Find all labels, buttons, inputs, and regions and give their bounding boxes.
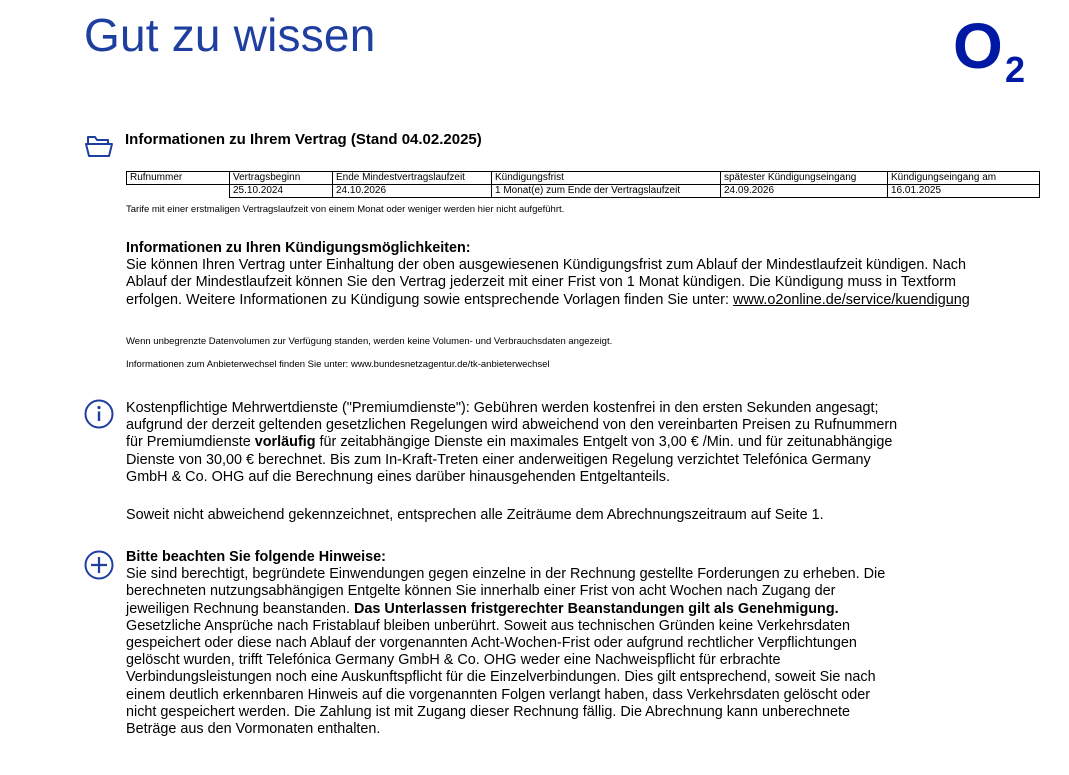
- cancellation-text-line: erfolgen. Weitere Informationen zu Kündigung sowie entsprechende Vorlagen finden Sie unter:: [126, 291, 733, 308]
- cancellation-link[interactable]: www.o2online.de/service/kuendigung: [732, 291, 970, 308]
- period-note: Soweit nicht abweichend gekennzeichnet, entsprechen alle Zeiträume dem Abrechnungszeitraum auf Seite 1.: [126, 507, 824, 523]
- hints-text-line: Beträge aus den Vormonaten enthalten.: [126, 721, 381, 738]
- premium-text-line: aufgrund der derzeit geltenden gesetzlichen Regelungen wird abweichend von den vereinbarten Preisen zu Rufnummern: [126, 417, 898, 434]
- folder-icon: [83, 133, 117, 159]
- hints-text-line: Sie sind berechtigt, begründete Einwendungen gegen einzelne in der Rechnung gestellte Forderungen zu erheben. Die: [126, 566, 886, 583]
- table-header: Ende Mindestvertragslaufzeit: [333, 172, 492, 185]
- table-cell: 1 Monat(e) zum Ende der Vertragslaufzeit: [492, 185, 721, 198]
- plus-circle-icon: [83, 549, 115, 581]
- table-header: Rufnummer: [127, 172, 230, 185]
- table-header: spätester Kündigungseingang: [721, 172, 888, 185]
- hints-text-line: gelöscht wurden, trifft Telefónica Germany GmbH & Co. OHG weder eine Nachweispflicht für erbrachte: [126, 652, 781, 669]
- hints-text-line: berechneten nutzungsabhängigen Entgelte können Sie innerhalb einer Frist von acht Wochen nach Zugang der: [126, 583, 836, 600]
- table-cell: 24.09.2026: [721, 185, 888, 198]
- contract-table: [126, 171, 1040, 198]
- page-title: Gut zu wissen: [84, 9, 376, 61]
- premium-text-line: GmbH & Co. OHG auf die Berechnung eines darüber hinausgehenden Entgeltanteils.: [126, 468, 670, 485]
- table-row: [127, 185, 1040, 198]
- cancellation-section: [126, 240, 970, 309]
- table-cell: 24.10.2026: [333, 185, 492, 198]
- provider-switch-note: Informationen zum Anbieterwechsel finden Sie unter: www.bundesnetzagentur.de/tk-anbieterwechsel: [126, 359, 550, 370]
- contract-footnote: Tarife mit einer erstmaligen Vertragslaufzeit von einem Monat oder weniger werden hier nicht aufgeführt.: [126, 204, 565, 215]
- cancellation-text-line: Ablauf der Mindestlaufzeit können Sie den Vertrag jederzeit mit einer Frist von 1 Monat kündigen. Die Kündigung muss in Textform: [126, 274, 957, 291]
- hints-text-line: gespeichert oder diese nach Ablauf der vorgenannten Acht-Wochen-Frist oder aufgrund rechtlicher Verpflichtungen: [126, 635, 857, 652]
- premium-text-line: Dienste von 30,00 € berechnet. Bis zum In-Kraft-Treten einer anderweitigen Regelung verzichtet Telefónica Germany: [126, 451, 871, 468]
- hints-text-line: Gesetzliche Ansprüche nach Fristablauf bleiben unberührt. Soweit aus technischen Gründen keine Verkehrsdaten: [126, 617, 850, 634]
- table-header-row: [127, 172, 1040, 185]
- premium-services-section: Kostenpflichtige Mehrwertdienste ("Premiumdienste"): Gebühren werden kostenfrei in den ersten Sekunden angesagt; aufgrund der derzeit geltenden gesetzlichen Regelungen wird abweichend von den vereinbarten Preisen zu Rufnummern für Premiumdienste vorläufig für zeitabhängige Dienste ein maximales Entgelt von 3,00 € /Min. und für zeitunabhängige Dienste von 30,00 € berechnet. Bis zum In-Kraft-Treten einer anderweitigen Regelung verzichtet Telefónica Germany GmbH & Co. OHG auf die Berechnung eines darüber hinausgehenden Entgeltanteils.: [126, 400, 898, 485]
- table-header: Kündigungseingang am: [888, 172, 1040, 185]
- cancellation-heading: Informationen zu Ihren Kündigungsmöglichkeiten:: [126, 240, 471, 256]
- hints-text-line: einem deutlich erkennbaren Hinweis auf die vorgenannten Folgen verlangt haben, dass Verkehrsdaten gelöscht oder: [126, 686, 870, 703]
- o2-logo: O 2: [953, 10, 1026, 90]
- hints-heading: Bitte beachten Sie folgende Hinweise:: [126, 549, 386, 565]
- table-header: Vertragsbeginn: [230, 172, 333, 185]
- table-cell: [127, 185, 230, 198]
- contract-heading: Informationen zu Ihrem Vertrag (Stand 04.02.2025): [125, 131, 482, 148]
- table-cell: 25.10.2024: [230, 185, 333, 198]
- hints-section: Bitte beachten Sie folgende Hinweise: Sie sind berechtigt, begründete Einwendungen gegen einzelne in der Rechnung gestellte Forderungen zu erheben. Die berechneten nutzungsabhängigen Entgelte können Sie innerhalb einer Frist von acht Wochen nach Zugang der jeweiligen Rechnung beanstanden. Das Unterlassen fristgerechter Beanstandungen gilt als Genehmigung. Gesetzliche Ansprüche nach Fristablauf bleiben unberührt. Soweit aus technischen Gründen keine Verkehrsdaten gespeichert oder diese nach Ablauf der vorgenannten Acht-Wochen-Frist oder aufgrund rechtlicher Verpflichtungen gelöscht wurden, trifft Telefónica Germany GmbH & Co. OHG weder eine Nachweispflicht für erbrachte Verbindungsleistungen noch eine Auskunftspflicht für die Einzelverbindungen. Dies gilt entsprechend, soweit Sie nach einem deutlich erkennbaren Hinweis auf die vorgenannten Folgen verlangt haben, dass Verkehrsdaten gelöscht oder nicht gespeichert werden. Die Zahlung ist mit Zugang dieser Rechnung fällig. Die Abrechnung kann unberechnete Beträge aus den Vormonaten enthalten.: [126, 549, 886, 738]
- data-volume-note: Wenn unbegrenzte Datenvolumen zur Verfügung standen, werden keine Volumen- und Verbrauchsdaten angezeigt.: [126, 336, 613, 347]
- premium-text-line: Kostenpflichtige Mehrwertdienste ("Premiumdienste"): Gebühren werden kostenfrei in den ersten Sekunden angesagt;: [126, 400, 879, 416]
- hints-text-line: Verbindungsleistungen noch eine Auskunftspflicht für die Einzelverbindungen. Dies gilt entsprechend, soweit Sie nach: [126, 669, 876, 686]
- hints-text-line: nicht gespeichert werden. Die Zahlung ist mit Zugang dieser Rechnung fällig. Die Abrechnung kann unberechnete: [126, 703, 850, 720]
- table-header: Kündigungsfrist: [492, 172, 721, 185]
- cancellation-text-line: Sie können Ihren Vertrag unter Einhaltung der oben ausgewiesenen Kündigungsfrist zum Ablauf der Mindestlaufzeit kündigen. Nach: [126, 257, 966, 274]
- table-cell: 16.01.2025: [888, 185, 1040, 198]
- info-icon: [83, 398, 115, 430]
